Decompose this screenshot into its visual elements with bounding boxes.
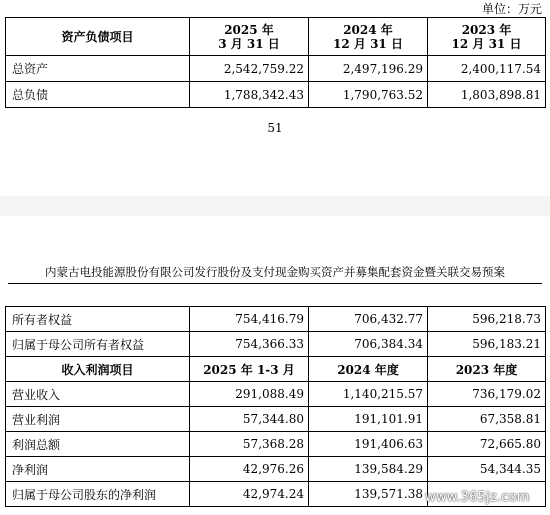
- header-2023: 2023 年度: [428, 357, 546, 382]
- watermark-text: www.365jz.com: [425, 490, 530, 505]
- row-value: 57,368.28: [190, 432, 309, 457]
- row-value: 1,803,898.81: [428, 82, 546, 108]
- table-row: [6, 382, 546, 407]
- row-label: 总负债: [6, 82, 190, 108]
- table-header-row: [6, 18, 546, 56]
- row-value: 72,665.80: [428, 432, 546, 457]
- header-2024: [309, 18, 428, 56]
- row-value: 1,790,763.52: [309, 82, 428, 108]
- table-header-row: [6, 357, 546, 382]
- row-value: 2,400,117.54: [428, 56, 546, 82]
- header-year: 2025 年: [224, 22, 274, 37]
- row-value: 54,344.35: [428, 457, 546, 482]
- row-value: 754,416.79: [190, 307, 309, 332]
- page-break: [0, 196, 550, 216]
- balance-sheet-table: [5, 17, 546, 108]
- row-value: 706,384.34: [309, 332, 428, 357]
- row-value: 42,976.26: [190, 457, 309, 482]
- table-row: [6, 307, 546, 332]
- row-value: 1,140,215.57: [309, 382, 428, 407]
- document-title: 内蒙古电投能源股份有限公司发行股份及支付现金购买资产并募集配套资金暨关联交易预案: [45, 265, 505, 279]
- row-value: 754,366.33: [190, 332, 309, 357]
- header-date: 3 月 31 日: [218, 36, 280, 51]
- row-value: 736,179.02: [428, 382, 546, 407]
- income-table: [5, 306, 546, 507]
- header-2025q1: [190, 18, 309, 56]
- table-row: [6, 457, 546, 482]
- row-label: 归属于母公司所有者权益: [6, 332, 190, 357]
- row-value: 139,571.38: [309, 482, 428, 507]
- row-value: 67,358.81: [428, 407, 546, 432]
- header-item: 资产负债项目: [6, 18, 190, 56]
- header-date: 12 月 31 日: [451, 36, 522, 51]
- row-value: 2,497,196.29: [309, 56, 428, 82]
- page-number: 51: [267, 121, 283, 135]
- header-year: 2024 年: [343, 22, 393, 37]
- row-label: 所有者权益: [6, 307, 190, 332]
- row-value: 191,406.63: [309, 432, 428, 457]
- row-value: 1,788,342.43: [190, 82, 309, 108]
- row-value: 596,183.21: [428, 332, 546, 357]
- table-row: [6, 407, 546, 432]
- header-year: 2023 年: [461, 22, 512, 37]
- row-value: 139,584.29: [309, 457, 428, 482]
- table-row: [6, 432, 546, 457]
- header-2024: 2024 年度: [309, 357, 428, 382]
- row-value: 2,542,759.22: [190, 56, 309, 82]
- unit-label: 单位：万元: [481, 2, 542, 16]
- row-value: 191,101.91: [309, 407, 428, 432]
- table-row: [6, 56, 546, 82]
- row-label: 总资产: [6, 56, 190, 82]
- header-2025q1: 2025 年 1-3 月: [190, 357, 309, 382]
- table-row: [6, 82, 546, 108]
- row-value: 291,088.49: [190, 382, 309, 407]
- row-label: 利润总额: [6, 432, 190, 457]
- row-label: 营业收入: [6, 382, 190, 407]
- row-label: 归属于母公司股东的净利润: [6, 482, 190, 507]
- table-row: [6, 332, 546, 357]
- title-underline: [8, 283, 542, 284]
- header-date: 12 月 31 日: [333, 36, 403, 51]
- row-value: 42,974.24: [190, 482, 309, 507]
- header-item: 收入利润项目: [6, 357, 190, 382]
- header-2023: [428, 18, 546, 56]
- row-value: 596,218.73: [428, 307, 546, 332]
- row-value: 57,344.80: [190, 407, 309, 432]
- row-label: 营业利润: [6, 407, 190, 432]
- row-value: 706,432.77: [309, 307, 428, 332]
- row-label: 净利润: [6, 457, 190, 482]
